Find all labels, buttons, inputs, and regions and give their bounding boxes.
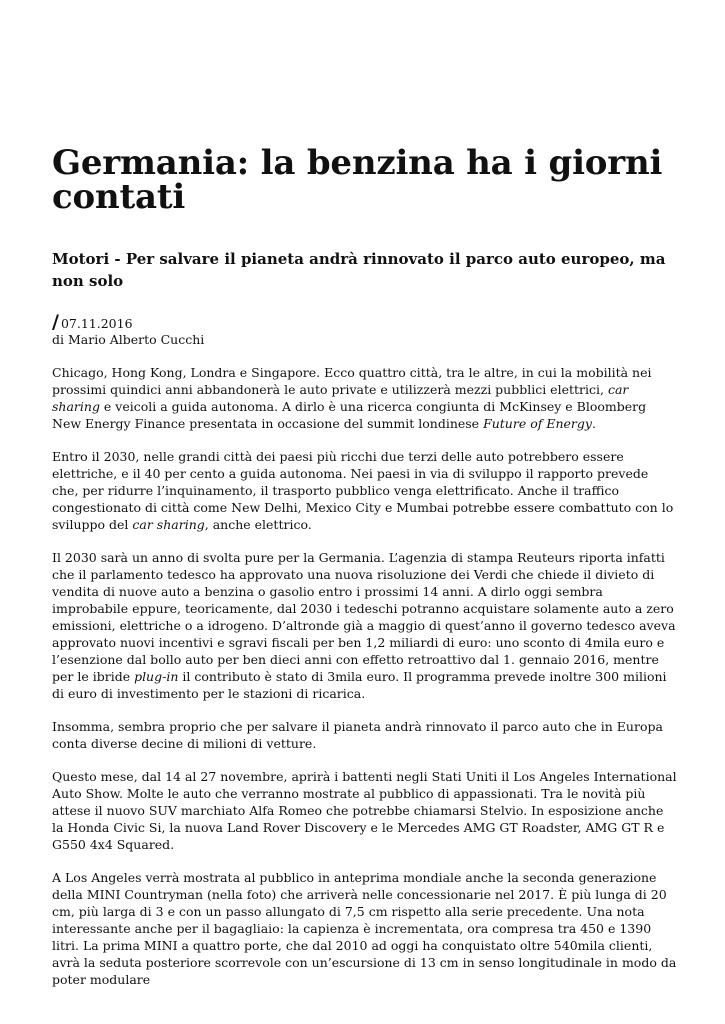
paragraph-4: Insomma, sembra proprio che per salvare il pianeta andrà rinnovato il parco auto che in Europa conta diverse decine di milioni di vetture. <box>52 719 663 751</box>
paragraph-1: Chicago, Hong Kong, Londra e Singapore. Ecco quattro città, tra le altre, in cui la mobilità nei prossimi quindici anni abbandonerà le auto private e utilizzerà mezzi pubblici elettrici, car sharing e veicoli a guida autonoma. A dirlo è una ricerca congiunta di McKinsey e Bloomberg New Energy Finance presentata in occasione del summit londinese Future of Energy. <box>52 365 652 431</box>
slash-mark: / <box>52 311 59 333</box>
paragraph-2: Entro il 2030, nelle grandi città dei paesi più ricchi due terzi delle auto potrebbero essere elettriche, e il 40 per cento a guida autonoma. Nei paesi in via di sviluppo il rapporto prevede che, per ridurre l’inquinamento, il trasporto pubblico venga elettrificato. Anche il traffico congestionato di città come New Delhi, Mexico City e Mumbai potrebbe essere combattuto con lo sviluppo del car sharing, anche elettrico. <box>52 449 674 532</box>
paragraph-3: Il 2030 sarà un anno di svolta pure per la Germania. L’agenzia di stampa Reuteurs riporta infatti che il parlamento tedesco ha approvato una nuova risoluzione dei Verdi che chiede il divieto di vendita di nuove auto a benzina o gasolio entro i prossimi 14 anni. A dirlo oggi sembra improbabile eppure, teoricamente, dal 2030 i tedeschi potranno acquistare solamente auto a zero emissioni, elettriche o a idrogeno. D’altronde già a maggio di quest’anno il governo tedesco aveva approvato nuovi incentivi e sgravi fiscali per ben 1,2 miliardi di euro: uno sconto di 4mila euro e l’esenzione dal bollo auto per ben dieci anni con effetto retroattivo dal 1. gennaio 2016, mentre per le ibride plug-in il contributo è stato di 3mila euro. Il programma prevede inoltre 300 milioni di euro di investimento per le stazioni di ricarica. <box>52 550 676 701</box>
date-line <box>52 311 677 333</box>
article-subtitle: Motori - Per salvare il pianeta andrà rinnovato il parco auto europeo, ma non solo <box>52 250 666 290</box>
article-meta <box>52 311 677 348</box>
article <box>52 143 677 1004</box>
paragraph-5: Questo mese, dal 14 al 27 novembre, aprirà i battenti negli Stati Uniti il Los Angeles International Auto Show. Molte le auto che verranno mostrate al pubblico di appassionati. Tra le novità più attese il nuovo SUV marchiato Alfa Romeo che potrebbe chiamarsi Stelvio. In esposizione anche la Honda Civic Si, la nuova Land Rover Discovery e le Mercedes AMG GT Roadster, AMG GT R e G550 4x4 Squared. <box>52 769 677 852</box>
article-title: Germania: la benzina ha i giorni contati <box>52 143 663 217</box>
article-body <box>52 364 677 988</box>
paragraph-6: A Los Angeles verrà mostrata al pubblico in anteprima mondiale anche la seconda generazione della MINI Countryman (nella foto) che arriverà nelle concessionarie nel 2017. È più lunga di 20 cm, più larga di 3 e con un passo allungato di 7,5 cm rispetto alla serie precedente. Una nota interessante anche per il bagagliaio: la capienza è incrementata, ora compresa tra 450 e 1390 litri. La prima MINI a quattro porte, che dal 2010 ad oggi ha conquistato oltre 540mila clienti, avrà la seduta posteriore scorrevole con un’escursione di 13 cm in senso longitudinale in modo da poter modulare <box>52 870 677 987</box>
article-byline: di Mario Alberto Cucchi <box>52 332 205 347</box>
article-date: 07.11.2016 <box>60 316 133 331</box>
